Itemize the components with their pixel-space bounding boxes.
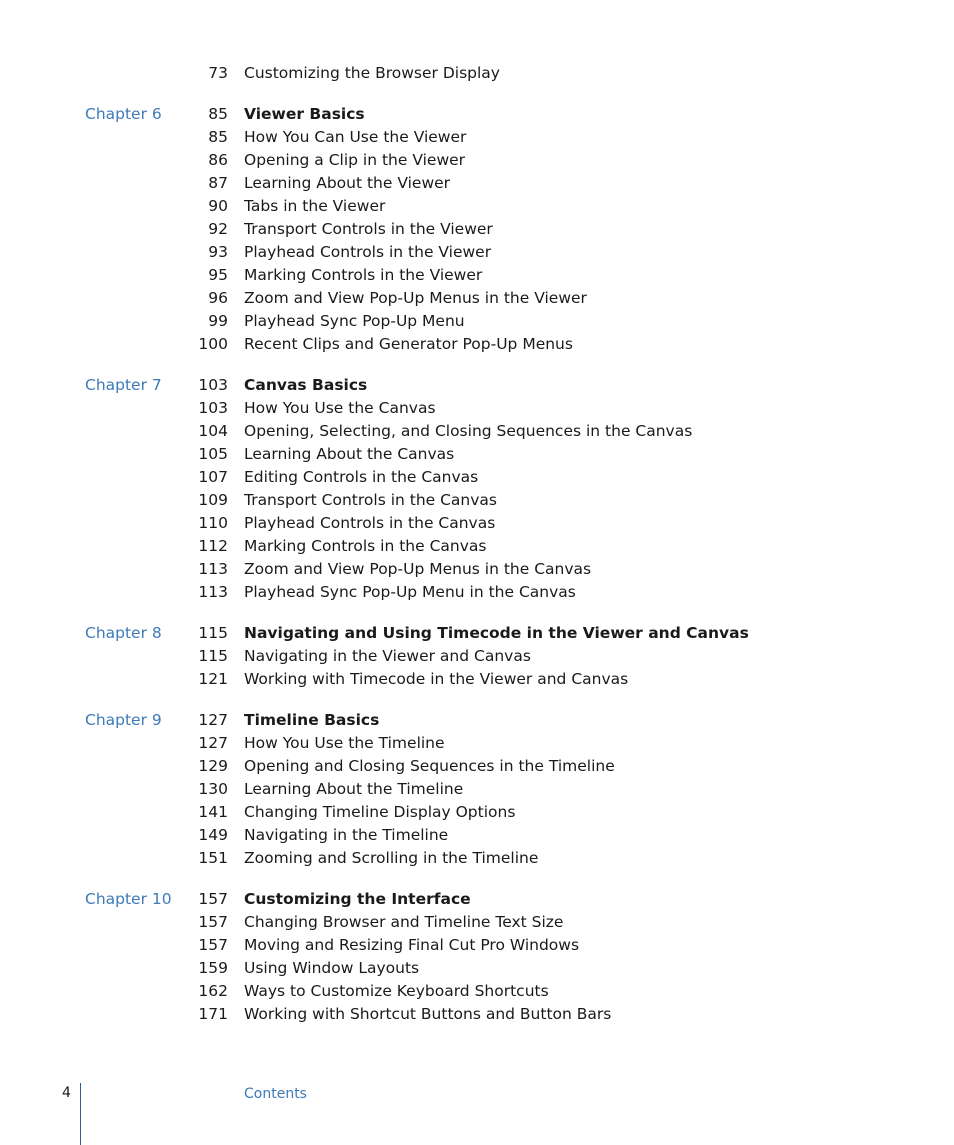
toc-entry[interactable] bbox=[0, 980, 954, 1003]
toc-page-number: 85 bbox=[208, 105, 228, 123]
toc-page-number: 171 bbox=[198, 1005, 228, 1023]
toc-page-number: 127 bbox=[198, 711, 228, 729]
toc-entry[interactable] bbox=[0, 443, 954, 466]
toc-entry[interactable] bbox=[0, 512, 954, 535]
toc-entry-title: Opening a Clip in the Viewer bbox=[244, 151, 466, 169]
toc-entry-title: Customizing the Browser Display bbox=[244, 64, 500, 82]
toc-chapter-block bbox=[0, 62, 954, 85]
toc-entry[interactable] bbox=[0, 934, 954, 957]
toc-page-number: 73 bbox=[208, 64, 228, 82]
toc-entry-title: Learning About the Viewer bbox=[244, 174, 451, 192]
toc-chapter-block bbox=[0, 888, 954, 1026]
toc-entry-title: Opening and Closing Sequences in the Timeline bbox=[244, 757, 615, 775]
toc-entry-title: Zoom and View Pop-Up Menus in the Viewer bbox=[244, 289, 587, 307]
toc-page-number: 112 bbox=[198, 537, 228, 555]
toc-entry-title: Navigating and Using Timecode in the Viewer and Canvas bbox=[244, 624, 749, 642]
toc-entry-title: Working with Shortcut Buttons and Button Bars bbox=[244, 1005, 612, 1023]
toc-entry-title: Working with Timecode in the Viewer and Canvas bbox=[244, 670, 629, 688]
toc-entry[interactable] bbox=[0, 888, 954, 911]
toc-page-number: 149 bbox=[198, 826, 228, 844]
toc-entry[interactable] bbox=[0, 126, 954, 149]
toc-page-number: 96 bbox=[208, 289, 228, 307]
toc-entry-title: Transport Controls in the Viewer bbox=[244, 220, 493, 238]
toc-entry-title: How You Use the Canvas bbox=[244, 399, 436, 417]
toc-entry-title: Customizing the Interface bbox=[244, 890, 471, 908]
toc-entry-title: How You Use the Timeline bbox=[244, 734, 445, 752]
footer-page-number: 4 bbox=[62, 1085, 71, 1101]
toc-entry[interactable] bbox=[0, 709, 954, 732]
toc-page-number: 85 bbox=[208, 128, 228, 146]
toc-entry-title: Playhead Controls in the Canvas bbox=[244, 514, 496, 532]
toc-page-number: 162 bbox=[198, 982, 228, 1000]
chapter-label: Chapter 9 bbox=[85, 711, 162, 729]
toc-page-number: 157 bbox=[198, 936, 228, 954]
toc-page-number: 157 bbox=[198, 913, 228, 931]
toc-entry-title: How You Can Use the Viewer bbox=[244, 128, 467, 146]
toc-entry[interactable] bbox=[0, 466, 954, 489]
toc-entry-title: Canvas Basics bbox=[244, 376, 368, 394]
toc-entry-title: Playhead Sync Pop-Up Menu in the Canvas bbox=[244, 583, 576, 601]
toc-chapter-block bbox=[0, 374, 954, 604]
toc-entry[interactable] bbox=[0, 62, 954, 85]
toc-page-number: 92 bbox=[208, 220, 228, 238]
toc-entry-title: Playhead Sync Pop-Up Menu bbox=[244, 312, 465, 330]
toc-entry[interactable] bbox=[0, 264, 954, 287]
toc-page-number: 130 bbox=[198, 780, 228, 798]
toc-page-number: 157 bbox=[198, 890, 228, 908]
toc-page-number: 87 bbox=[208, 174, 228, 192]
toc-page-number: 127 bbox=[198, 734, 228, 752]
toc-page-number: 151 bbox=[198, 849, 228, 867]
toc-entry-title: Opening, Selecting, and Closing Sequences in the Canvas bbox=[244, 422, 693, 440]
toc-entry[interactable] bbox=[0, 778, 954, 801]
toc-entry-title: Changing Timeline Display Options bbox=[244, 803, 516, 821]
toc-page-number: 115 bbox=[198, 624, 228, 642]
toc-page-number: 107 bbox=[198, 468, 228, 486]
toc-page-number: 104 bbox=[198, 422, 228, 440]
toc-entry[interactable] bbox=[0, 622, 954, 645]
toc-entry[interactable] bbox=[0, 645, 954, 668]
toc-page-number: 95 bbox=[208, 266, 228, 284]
toc-entry[interactable] bbox=[0, 287, 954, 310]
toc-page-number: 121 bbox=[198, 670, 228, 688]
footer-section-title: Contents bbox=[244, 1086, 307, 1102]
toc-page-number: 93 bbox=[208, 243, 228, 261]
toc-entry[interactable] bbox=[0, 172, 954, 195]
toc-entry-title: Viewer Basics bbox=[244, 105, 365, 123]
toc-entry-title: Recent Clips and Generator Pop-Up Menus bbox=[244, 335, 573, 353]
toc-page-number: 110 bbox=[198, 514, 228, 532]
toc-entry-title: Playhead Controls in the Viewer bbox=[244, 243, 492, 261]
toc-entry-title: Zoom and View Pop-Up Menus in the Canvas bbox=[244, 560, 592, 578]
toc-entry-title: Using Window Layouts bbox=[244, 959, 420, 977]
toc-entry-title: Tabs in the Viewer bbox=[244, 197, 386, 215]
toc-entry[interactable] bbox=[0, 241, 954, 264]
toc-entry[interactable] bbox=[0, 310, 954, 333]
toc-entry-title: Timeline Basics bbox=[244, 711, 380, 729]
footer-divider bbox=[80, 1083, 81, 1145]
toc-entry[interactable] bbox=[0, 333, 954, 356]
toc-page-number: 103 bbox=[198, 399, 228, 417]
toc-entry[interactable] bbox=[0, 195, 954, 218]
toc-entry[interactable] bbox=[0, 103, 954, 126]
toc-page-number: 115 bbox=[198, 647, 228, 665]
toc-entry-title: Zooming and Scrolling in the Timeline bbox=[244, 849, 539, 867]
toc-entry[interactable] bbox=[0, 801, 954, 824]
toc-chapter-block bbox=[0, 709, 954, 870]
toc-entry[interactable] bbox=[0, 420, 954, 443]
toc-entry[interactable] bbox=[0, 957, 954, 980]
chapter-label: Chapter 6 bbox=[85, 105, 162, 123]
toc-entry[interactable] bbox=[0, 911, 954, 934]
chapter-label: Chapter 7 bbox=[85, 376, 162, 394]
toc-entry-title: Changing Browser and Timeline Text Size bbox=[244, 913, 564, 931]
toc-chapter-block bbox=[0, 622, 954, 691]
toc-page-number: 159 bbox=[198, 959, 228, 977]
toc-page-number: 141 bbox=[198, 803, 228, 821]
toc-entry-title: Navigating in the Timeline bbox=[244, 826, 449, 844]
toc-entry-title: Transport Controls in the Canvas bbox=[244, 491, 498, 509]
toc-entry[interactable] bbox=[0, 755, 954, 778]
toc-page-number: 109 bbox=[198, 491, 228, 509]
toc-entry[interactable] bbox=[0, 218, 954, 241]
toc-entry[interactable] bbox=[0, 668, 954, 691]
toc-page-number: 105 bbox=[198, 445, 228, 463]
toc-entry[interactable] bbox=[0, 374, 954, 397]
chapter-label: Chapter 10 bbox=[85, 890, 172, 908]
toc-entry-title: Ways to Customize Keyboard Shortcuts bbox=[244, 982, 549, 1000]
toc-entry[interactable] bbox=[0, 1003, 954, 1026]
toc-page-number: 100 bbox=[198, 335, 228, 353]
toc-entry[interactable] bbox=[0, 847, 954, 870]
toc-page-number: 129 bbox=[198, 757, 228, 775]
toc-entry[interactable] bbox=[0, 824, 954, 847]
toc-entry[interactable] bbox=[0, 489, 954, 512]
toc-entry[interactable] bbox=[0, 558, 954, 581]
toc-entry-title: Navigating in the Viewer and Canvas bbox=[244, 647, 531, 665]
toc-entry-title: Learning About the Timeline bbox=[244, 780, 464, 798]
toc-entry[interactable] bbox=[0, 397, 954, 420]
toc-entry[interactable] bbox=[0, 535, 954, 558]
toc-page-number: 90 bbox=[208, 197, 228, 215]
toc-entry-title: Learning About the Canvas bbox=[244, 445, 455, 463]
toc-entry[interactable] bbox=[0, 149, 954, 172]
toc-entry-title: Moving and Resizing Final Cut Pro Windows bbox=[244, 936, 580, 954]
toc-entry[interactable] bbox=[0, 581, 954, 604]
toc-entry[interactable] bbox=[0, 732, 954, 755]
toc-page-number: 103 bbox=[198, 376, 228, 394]
toc-entry-title: Marking Controls in the Canvas bbox=[244, 537, 487, 555]
table-of-contents bbox=[0, 62, 954, 1044]
toc-page-number: 113 bbox=[198, 560, 228, 578]
toc-entry-title: Editing Controls in the Canvas bbox=[244, 468, 479, 486]
toc-chapter-block bbox=[0, 103, 954, 356]
toc-page-number: 113 bbox=[198, 583, 228, 601]
toc-page-number: 86 bbox=[208, 151, 228, 169]
toc-entry-title: Marking Controls in the Viewer bbox=[244, 266, 483, 284]
chapter-label: Chapter 8 bbox=[85, 624, 162, 642]
toc-page-number: 99 bbox=[208, 312, 228, 330]
